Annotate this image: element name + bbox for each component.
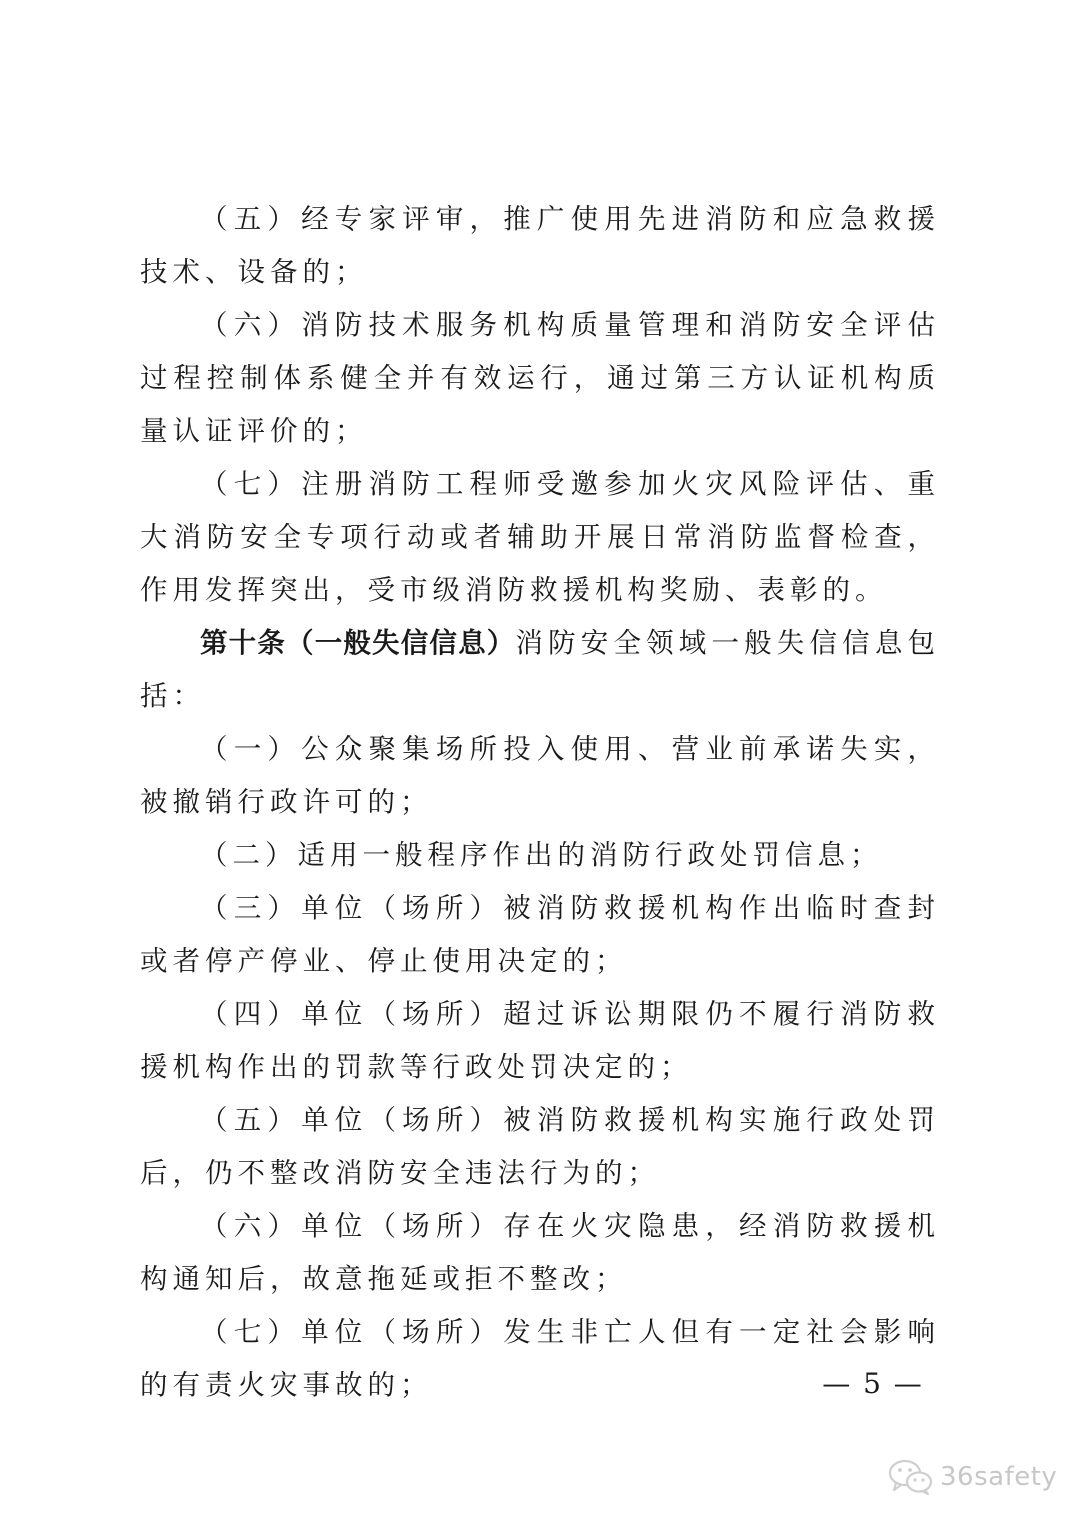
document-body (140, 193, 940, 1412)
paragraph-item-3: （三）单位（场所）被消防救援机构作出临时查封或者停产停业、停止使用决定的； (140, 892, 940, 977)
wechat-icon (888, 1458, 934, 1496)
paragraph-item-5: （五）经专家评审，推广使用先进消防和应急救援技术、设备的； (140, 203, 940, 288)
paragraph-item-6b: （六）单位（场所）存在火灾隐患，经消防救援机构通知后，故意拖延或拒不整改； (140, 1210, 940, 1295)
paragraph-item-7: （七）注册消防工程师受邀参加火灾风险评估、重大消防安全专项行动或者辅助开展日常消防监督检查，作用发挥突出，受市级消防救援机构奖励、表彰的。 (140, 468, 940, 606)
watermark-text: 36safety (940, 1462, 1058, 1492)
watermark (888, 1458, 1057, 1496)
paragraph-item-2: （二）适用一般程序作出的消防行政处罚信息； (200, 839, 883, 871)
paragraph-item-1: （一）公众聚集场所投入使用、营业前承诺失实，被撤销行政许可的； (140, 733, 940, 818)
page-number: — 5 — (822, 1367, 924, 1400)
paragraph-item-4: （四）单位（场所）超过诉讼期限仍不履行消防救援机构作出的罚款等行政处罚决定的； (140, 998, 940, 1083)
paragraph-item-6: （六）消防技术服务机构质量管理和消防安全评估过程控制体系健全并有效运行，通过第三方认证机构质量认证评价的； (140, 309, 940, 447)
article-10-heading: 第十条（一般失信信息）消防安全领域一般失信信息包括： (140, 627, 941, 712)
article-10-title: 第十条（一般失信信息） (200, 627, 516, 659)
paragraph-item-5b: （五）单位（场所）被消防救援机构实施行政处罚后，仍不整改消防安全违法行为的； (140, 1104, 940, 1189)
paragraph-item-7b: （七）单位（场所）发生非亡人但有一定社会影响的有责火灾事故的； (140, 1316, 940, 1401)
